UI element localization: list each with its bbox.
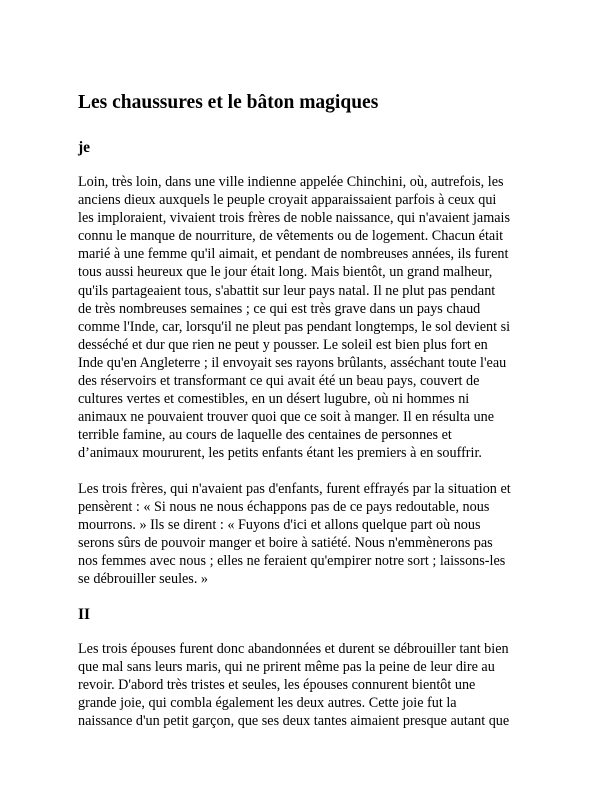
text-line: Les trois frères, qui n'avaient pas d'enfants, furent effrayés par la situation et [78, 480, 511, 497]
section-heading-2: II [78, 606, 91, 624]
text-line: se débrouiller seules. » [78, 570, 209, 587]
text-line: terrible famine, au cours de laquelle des centaines de personnes et [78, 427, 452, 444]
paragraph-1 [78, 173, 538, 463]
paragraph-2 [78, 480, 538, 589]
text-line: marié à une femme qu'il aimait, et pendant de nombreuses années, ils furent [78, 246, 509, 263]
text-line: naissance d'un petit garçon, que ses deux tantes aimaient presque autant que [78, 713, 510, 730]
paragraph-3 [78, 640, 538, 730]
text-line: que mal sans leurs maris, qui ne prirent même pas la peine de leur dire au [78, 659, 495, 676]
text-line: anciens dieux auxquels le peuple croyait apparaissaient parfois à ceux qui [78, 192, 497, 209]
text-line: desséché et dur que rien ne peut y pousser. Le soleil est bien plus fort en [78, 336, 488, 353]
text-line: nos femmes avec nous ; elles ne feraient qu'empirer notre sort ; laissons-les [78, 552, 506, 569]
text-line: Inde qu'en Angleterre ; il envoyait ses rayons brûlants, asséchant toute l'eau [78, 354, 507, 371]
text-line: pensèrent : « Si nous ne nous échappons pas de ce pays redoutable, nous [78, 498, 490, 515]
document-page [78, 90, 538, 748]
text-line: cultures vertes et comestibles, en un désert lugubre, où ni hommes ni [78, 391, 470, 408]
text-line: mourrons. » Ils se dirent : « Fuyons d'ici et allons quelque part où nous [78, 516, 481, 533]
text-line: comme l'Inde, car, lorsqu'il ne pleut pas pendant longtemps, le sol devient si [78, 318, 511, 335]
document-title: Les chaussures et le bâton magiques [78, 92, 379, 113]
section-heading-1: je [78, 139, 91, 156]
text-line: Les trois épouses furent donc abandonnées et durent se débrouiller tant bien [78, 641, 509, 658]
text-line: connu le manque de nourriture, de vêtements ou de logement. Chacun était [78, 228, 504, 245]
text-line: revoir. D'abord très tristes et seules, les épouses connurent bientôt une [78, 677, 476, 694]
text-line: de très nombreuses semaines ; ce qui est très grave dans un pays chaud [78, 300, 481, 317]
text-line: d’animaux moururent, les petits enfants étant les premiers à en souffrir. [78, 445, 482, 462]
text-line: animaux ne pouvaient trouver quoi que ce soit à manger. Il en résulta une [78, 409, 495, 426]
text-line: Loin, très loin, dans une ville indienne appelée Chinchini, où, autrefois, les [78, 174, 504, 190]
text-line: serons sûrs de pouvoir manger et boire à satiété. Nous n'emmènerons pas [78, 534, 493, 551]
text-line: qu'ils partageaient tous, s'abattit sur leur pays natal. Il ne plut pas pendant [78, 282, 496, 299]
text-line: des réservoirs et transformant ce qui avait été un beau pays, couvert de [78, 373, 480, 390]
text-line: les imploraient, vivaient trois frères de noble naissance, qui n'avaient jamais [78, 210, 510, 227]
text-line: tous aussi heureux que le jour était long. Mais bientôt, un grand malheur, [78, 264, 493, 281]
text-line: grande joie, qui combla également les deux autres. Cette joie fut la [78, 695, 457, 712]
